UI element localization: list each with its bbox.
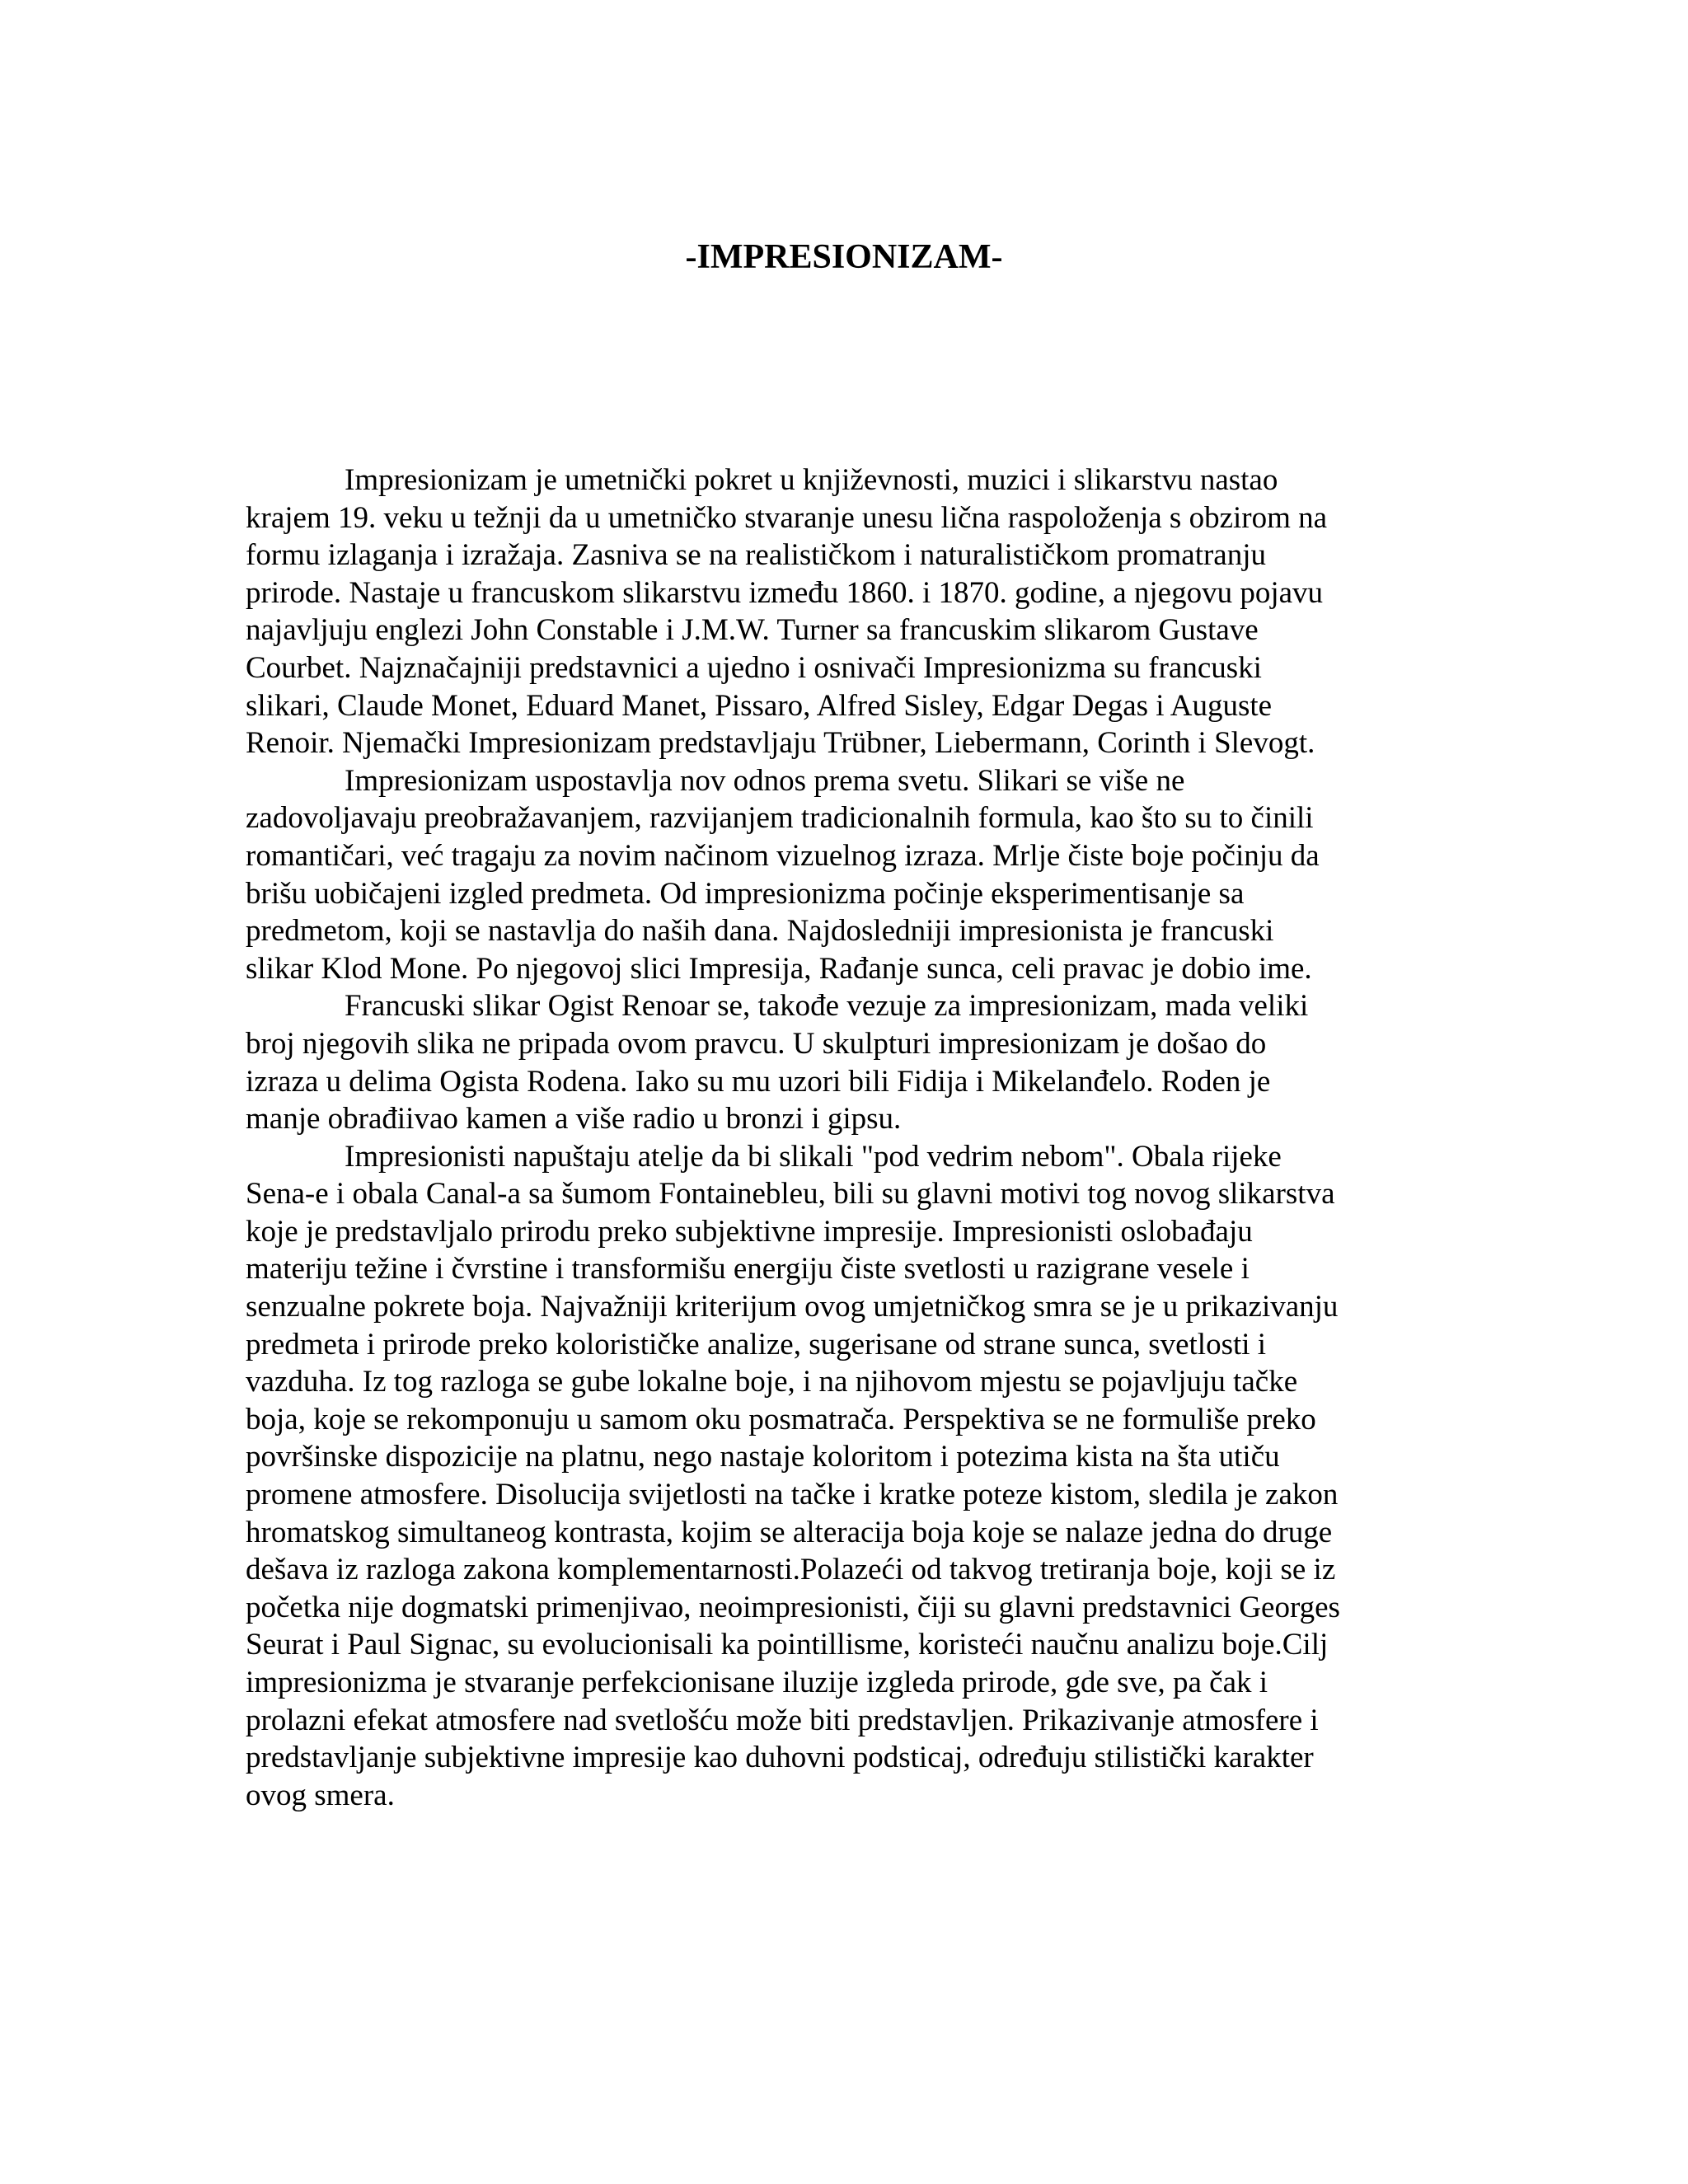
text-line: dešava iz razloga zakona komplementarnosti.Polazeći od takvog tretiranja boje, koji se iz xyxy=(246,1553,1336,1587)
text-line: romantičari, već tragaju za novim načinom vizuelnog izraza. Mrlje čiste boje počinju da xyxy=(246,838,1320,873)
text-line: predmetom, koji se nastavlja do naših dana. Najdosledniji impresionista je francuski xyxy=(246,914,1274,949)
text-line: Impresionizam uspostavlja nov odnos prema svetu. Slikari se više ne xyxy=(345,763,1185,798)
text-line: manje obrađiivao kamen a više radio u bronzi i gipsu. xyxy=(246,1102,902,1137)
text-line: brišu uobičajeni izgled predmeta. Od impresionizma počinje eksperimentisanje sa xyxy=(246,876,1245,911)
text-line: površinske dispozicije na platnu, nego nastaje koloritom i potezima kista na šta utiču xyxy=(246,1440,1280,1474)
text-line: impresionizma je stvaranje perfekcionisane iluzije izgleda prirode, gde sve, pa čak i xyxy=(246,1666,1268,1699)
text-line: prolazni efekat atmosfere nad svetlošću može biti predstavljen. Prikazivanje atmosfere i xyxy=(246,1703,1319,1737)
text-line: senzualne pokrete boja. Najvažniji kriterijum ovog umjetničkog smra se je u prikazivanju xyxy=(246,1290,1339,1324)
text-line: vazduha. Iz tog razloga se gube lokalne boje, i na njihovom mjestu se pojavljuju tačke xyxy=(246,1365,1298,1399)
text-line: koje je predstavljalo prirodu preko subjektivne impresije. Impresionisti oslobađaju xyxy=(246,1214,1253,1249)
text-line: materiju težine i čvrstine i transformišu energiju čiste svetlosti u razigrane vesele i xyxy=(246,1252,1250,1286)
text-line: Francuski slikar Ogist Renoar se, takođe vezuje za impresionizam, mada veliki xyxy=(345,989,1309,1024)
text-line: slikari, Claude Monet, Eduard Manet, Pissaro, Alfred Sisley, Edgar Degas i Auguste xyxy=(246,688,1273,723)
text-line: Impresionisti napuštaju atelje da bi slikali "pod vedrim nebom". Obala rijeke xyxy=(345,1139,1282,1174)
text-line: formu izlaganja i izražaja. Zasniva se na realističkom i naturalističkom promatranju xyxy=(246,538,1267,573)
text-line: Seurat i Paul Signac, su evolucionisali ka pointillisme, koristeći naučnu analizu boje.Cilj xyxy=(246,1628,1329,1662)
text-line: hromatskog simultaneog kontrasta, kojim se alteracija boja koje se nalaze jedna do druge xyxy=(246,1515,1333,1549)
text-line: slikar Klod Mone. Po njegovoj slici Impresija, Rađanje sunca, celi pravac je dobio ime. xyxy=(246,951,1312,986)
text-line: broj njegovih slika ne pripada ovom pravcu. U skulpturi impresionizam je došao do xyxy=(246,1026,1267,1061)
text-line: Courbet. Najznačajniji predstavnici a ujedno i osnivači Impresionizma su francuski xyxy=(246,650,1262,685)
document-body xyxy=(246,462,1449,1814)
text-line: Renoir. Njemački Impresionizam predstavljaju Trübner, Liebermann, Corinth i Slevogt. xyxy=(246,726,1315,761)
text-line: predstavljanje subjektivne impresije kao duhovni podsticaj, određuju stilistički karakter xyxy=(246,1741,1314,1775)
text-line: promene atmosfere. Disolucija svijetlosti na tačke i kratke poteze kistom, sledila je zakon xyxy=(246,1478,1339,1512)
text-line: početka nije dogmatski primenjivao, neoimpresionisti, čiji su glavni predstavnici Georges xyxy=(246,1590,1340,1624)
text-line: ovog smera. xyxy=(246,1778,395,1812)
text-line: izraza u delima Ogista Rodena. Iako su mu uzori bili Fidija i Mikelanđelo. Roden je xyxy=(246,1064,1271,1099)
text-line: prirode. Nastaje u francuskom slikarstvu između 1860. i 1870. godine, a njegovu pojavu xyxy=(246,575,1324,610)
text-line: krajem 19. veku u težnji da u umetničko stvaranje unesu lična raspoloženja s obzirom na xyxy=(246,500,1328,535)
text-line: boja, koje se rekomponuju u samom oku posmatrača. Perspektiva se ne formuliše preko xyxy=(246,1402,1316,1436)
text-line: predmeta i prirode preko kolorističke analize, sugerisane od strane sunca, svetlosti i xyxy=(246,1327,1267,1361)
text-line: Sena-e i obala Canal-a sa šumom Fontainebleu, bili su glavni motivi tog novog slikarstva xyxy=(246,1177,1335,1212)
text-line: Impresionizam je umetnički pokret u književnosti, muzici i slikarstvu nastao xyxy=(345,463,1278,497)
text-line: najavljuju englezi John Constable i J.M.W. Turner sa francuskim slikarom Gustave xyxy=(246,613,1259,648)
document-title: -IMPRESIONIZAM- xyxy=(685,238,1003,276)
text-line: zadovoljavaju preobražavanjem, razvijanjem tradicionalnih formula, kao što su to činili xyxy=(246,801,1314,836)
